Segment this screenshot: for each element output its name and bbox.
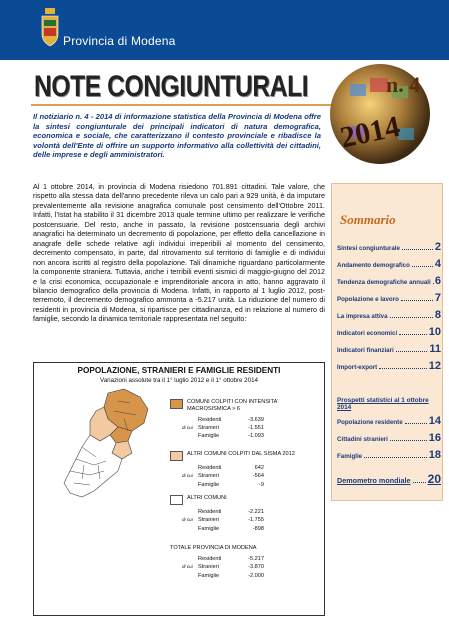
toc-item[interactable]: Andamento demografico 4: [337, 258, 441, 270]
legend-swatch: [170, 495, 183, 505]
legend-row: di cui Stranieri -564: [182, 473, 264, 480]
toc-item[interactable]: La impresa attiva 8: [337, 309, 441, 321]
toc: [337, 241, 441, 486]
toc-item[interactable]: Indicatori finanziari 11: [337, 343, 441, 355]
population-figure: [33, 362, 325, 616]
issue-number: n. 4: [386, 72, 421, 97]
province-name: Provincia di Modena: [63, 34, 176, 48]
toc-item[interactable]: Popolazione e lavoro 7: [337, 292, 441, 304]
legend-swatch: [170, 399, 183, 409]
toc-item[interactable]: Tendenza demografiche annuali 6: [337, 275, 441, 287]
toc-item[interactable]: Indicatori economici 10: [337, 326, 441, 338]
legend-row: Famiglie -9: [198, 481, 264, 488]
legend-row: di cui Stranieri -3.870: [182, 564, 264, 571]
body-paragraph: Al 1 ottobre 2014, in provincia di Modena risiedono 701.891 cittadini. Tale valore, che rispetto alla stessa data dell'anno precedente rileva un calo pari a 929 unità, è da imputare prevalentemente alla revisione anagrafica comunale post censimento dell'Ottobre 2011. Infatti, l'Istat ha stabilito il 31 dicembre 2013 quale termine ultimo per realizzare le verifiche postcensuarie. Del resto, anche in passato, la revisione postcensuaria degli archivi anagrafici ha determinato un decremento di popolazione, per effetto della cancellazione in anagrafe delle schede relative agli individui irreperibili al momento del censimento, decremento compensato, in parte, dal ritrovamento sul territorio di famiglie e di individui non ancora iscritti al registro della popolazione. Tali dinamiche riguardano particolarmente la componente straniera. Tuttavia, anche i terribili eventi sismici di maggio-giugno del 2012 e la crisi economica, occupazionale e imprenditoriale ancora in atto, hanno aggravato il bilancio demografico della provincia di Modena. Infatti, in rapporto al 1 luglio 2012, post-terremoto, il decremento demografico ammonta a -5.217 unità. La riduzione del numero di residenti in provincia di Modena, si ripartisce per cittadinanza, ed in relazione al numero di famiglie, secondo la dinamica territoriale rappresentata nel seguito:: [33, 182, 325, 324]
issue-globe-icon: [318, 56, 436, 168]
header-band: [0, 0, 449, 60]
legend-row: Famiglie -1.093: [198, 433, 264, 440]
page-title: NOTE CONGIUNTURALI: [34, 70, 309, 103]
toc-item[interactable]: Popolazione residente 14: [337, 415, 441, 427]
toc-item[interactable]: Cittadini stranieri 16: [337, 432, 441, 444]
legend-group-altri-comuni: ALTRI COMUNI Residenti -2.221 di cui Stranieri -1.755 Famiglie -898: [170, 495, 320, 533]
province-map: [44, 356, 169, 506]
sommario-sidebar: [331, 183, 443, 501]
title-rule: [31, 104, 333, 106]
legend-group-totale: TOTALE PROVINCIA DI MODENA Residenti -5.217 di cui Stranieri -3.870 Famiglie -2.000: [170, 545, 320, 580]
legend-row: di cui Stranieri -1.551: [182, 425, 264, 431]
toc-item[interactable]: Import-export 12: [337, 360, 441, 372]
figure-title: POPOLAZIONE, STRANIERI E FAMIGLIE RESIDENTI: [77, 366, 281, 375]
legend-row: Famiglie -2.000: [198, 572, 264, 579]
province-emblem-icon: [41, 8, 59, 48]
legend-group-macrosismica: COMUNI COLPITI CON INTENSITA' MACROSISMICA > 6 Residenti -3.639 di cui Stranieri -1.551 Famiglie -1.093: [170, 399, 320, 441]
legend-row: Residenti -5.217: [198, 555, 264, 562]
legend-row: Famiglie -898: [198, 525, 264, 532]
legend-row: Residenti -2.221: [198, 509, 264, 515]
issue-year: 2014: [337, 109, 403, 155]
toc-group-title[interactable]: Prospetti statistici al 1 ottobre 2014: [337, 397, 429, 411]
intro-paragraph: Il notiziario n. 4 - 2014 di informazione statistica della Provincia di Modena offre la sintesi congiunturale dei principali indicatori di natura demografica, economica e sociale, che caratterizzano il contesto provinciale e ribadisce la volontà dell'Ente di offrire un supporto informativo alla collettività dei cittadini, delle imprese e degli amministratori.: [33, 112, 321, 160]
legend-group-altri-colpiti: ALTRI COMUNI COLPITI DAL SISMA 2012 Residenti 642 di cui Stranieri -564 Famiglie -9: [170, 451, 320, 489]
sommario-title: Sommario: [340, 212, 396, 227]
toc-demometro-link[interactable]: Demometro mondiale 20: [337, 472, 441, 486]
toc-item[interactable]: Sintesi congiunturale 2: [337, 241, 441, 253]
legend-row: Residenti 642: [198, 465, 264, 471]
toc-item[interactable]: Famiglie 18: [337, 449, 441, 461]
legend-row: di cui Stranieri -1.755: [182, 517, 264, 524]
legend-row: Residenti -3.639: [198, 416, 264, 423]
legend-swatch: [170, 451, 183, 461]
figure-subtitle: Variazioni assolute tra il 1° luglio 2012 e il 1° ottobre 2014: [100, 377, 258, 384]
